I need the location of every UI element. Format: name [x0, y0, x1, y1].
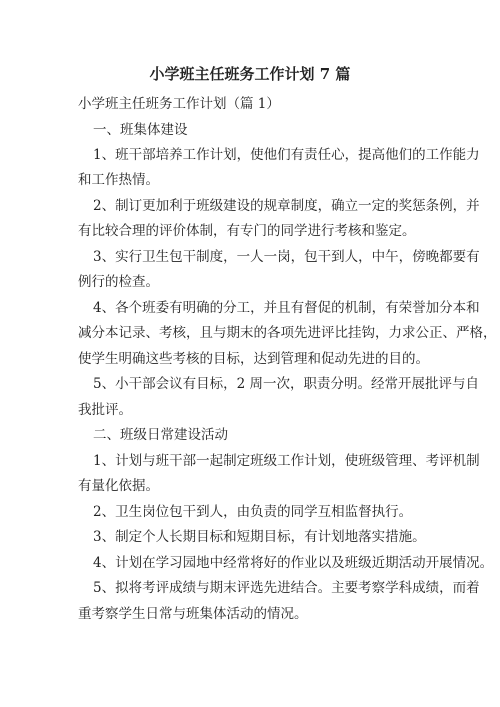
document-subtitle: 小学班主任班务工作计划（篇 1）	[78, 96, 280, 112]
document-title: 小学班主任班务工作计划 7 篇	[149, 65, 351, 83]
paragraph-line: 2、卫生岗位包干到人，由负责的同学互相监督执行。	[93, 504, 413, 520]
paragraph-line: 2、制订更加利于班级建设的规章制度，确立一定的奖惩条例，并	[93, 198, 480, 214]
section-heading-2: 二、班级日常建设活动	[93, 427, 228, 443]
paragraph-line: 5、小干部会议有目标，2 周一次，职责分明。经常开展批评与自	[93, 376, 479, 392]
paragraph-line: 4、各个班委有明确的分工，并且有督促的机制，有荣誉加分本和	[93, 300, 480, 316]
paragraph-line: 3、实行卫生包干制度，一人一岗，包干到人，中午，傍晚都要有	[93, 249, 480, 265]
paragraph-line: 和工作热情。	[78, 172, 159, 188]
paragraph-line: 1、班干部培养工作计划，使他们有责任心，提高他们的工作能力	[93, 147, 480, 163]
paragraph-line: 有量化依据。	[78, 478, 159, 494]
paragraph-line: 3、制定个人长期目标和短期目标，有计划地落实措施。	[93, 529, 426, 545]
paragraph-line: 5、拟将考评成绩与期末评选先进结合。主要考察学科成绩，而着	[93, 580, 480, 596]
paragraph-line: 有比较合理的评价体制，有专门的同学进行考核和鉴定。	[78, 223, 416, 239]
paragraph-line: 使学生明确这些考核的目标，达到管理和促动先进的目的。	[78, 351, 429, 367]
paragraph-line: 例行的检查。	[78, 274, 159, 290]
section-heading-1: 一、班集体建设	[93, 122, 188, 138]
paragraph-line: 重考察学生日常与班集体活动的情况。	[78, 606, 308, 622]
paragraph-line: 1、计划与班干部一起制定班级工作计划，使班级管理、考评机制	[93, 453, 480, 469]
paragraph-line: 减分本记录、考核，且与期末的各项先进评比挂钩，力求公正、严格，	[78, 325, 497, 341]
paragraph-line: 4、计划在学习园地中经常将好的作业以及班级近期活动开展情况。	[93, 555, 494, 571]
paragraph-line: 我批评。	[78, 402, 132, 418]
